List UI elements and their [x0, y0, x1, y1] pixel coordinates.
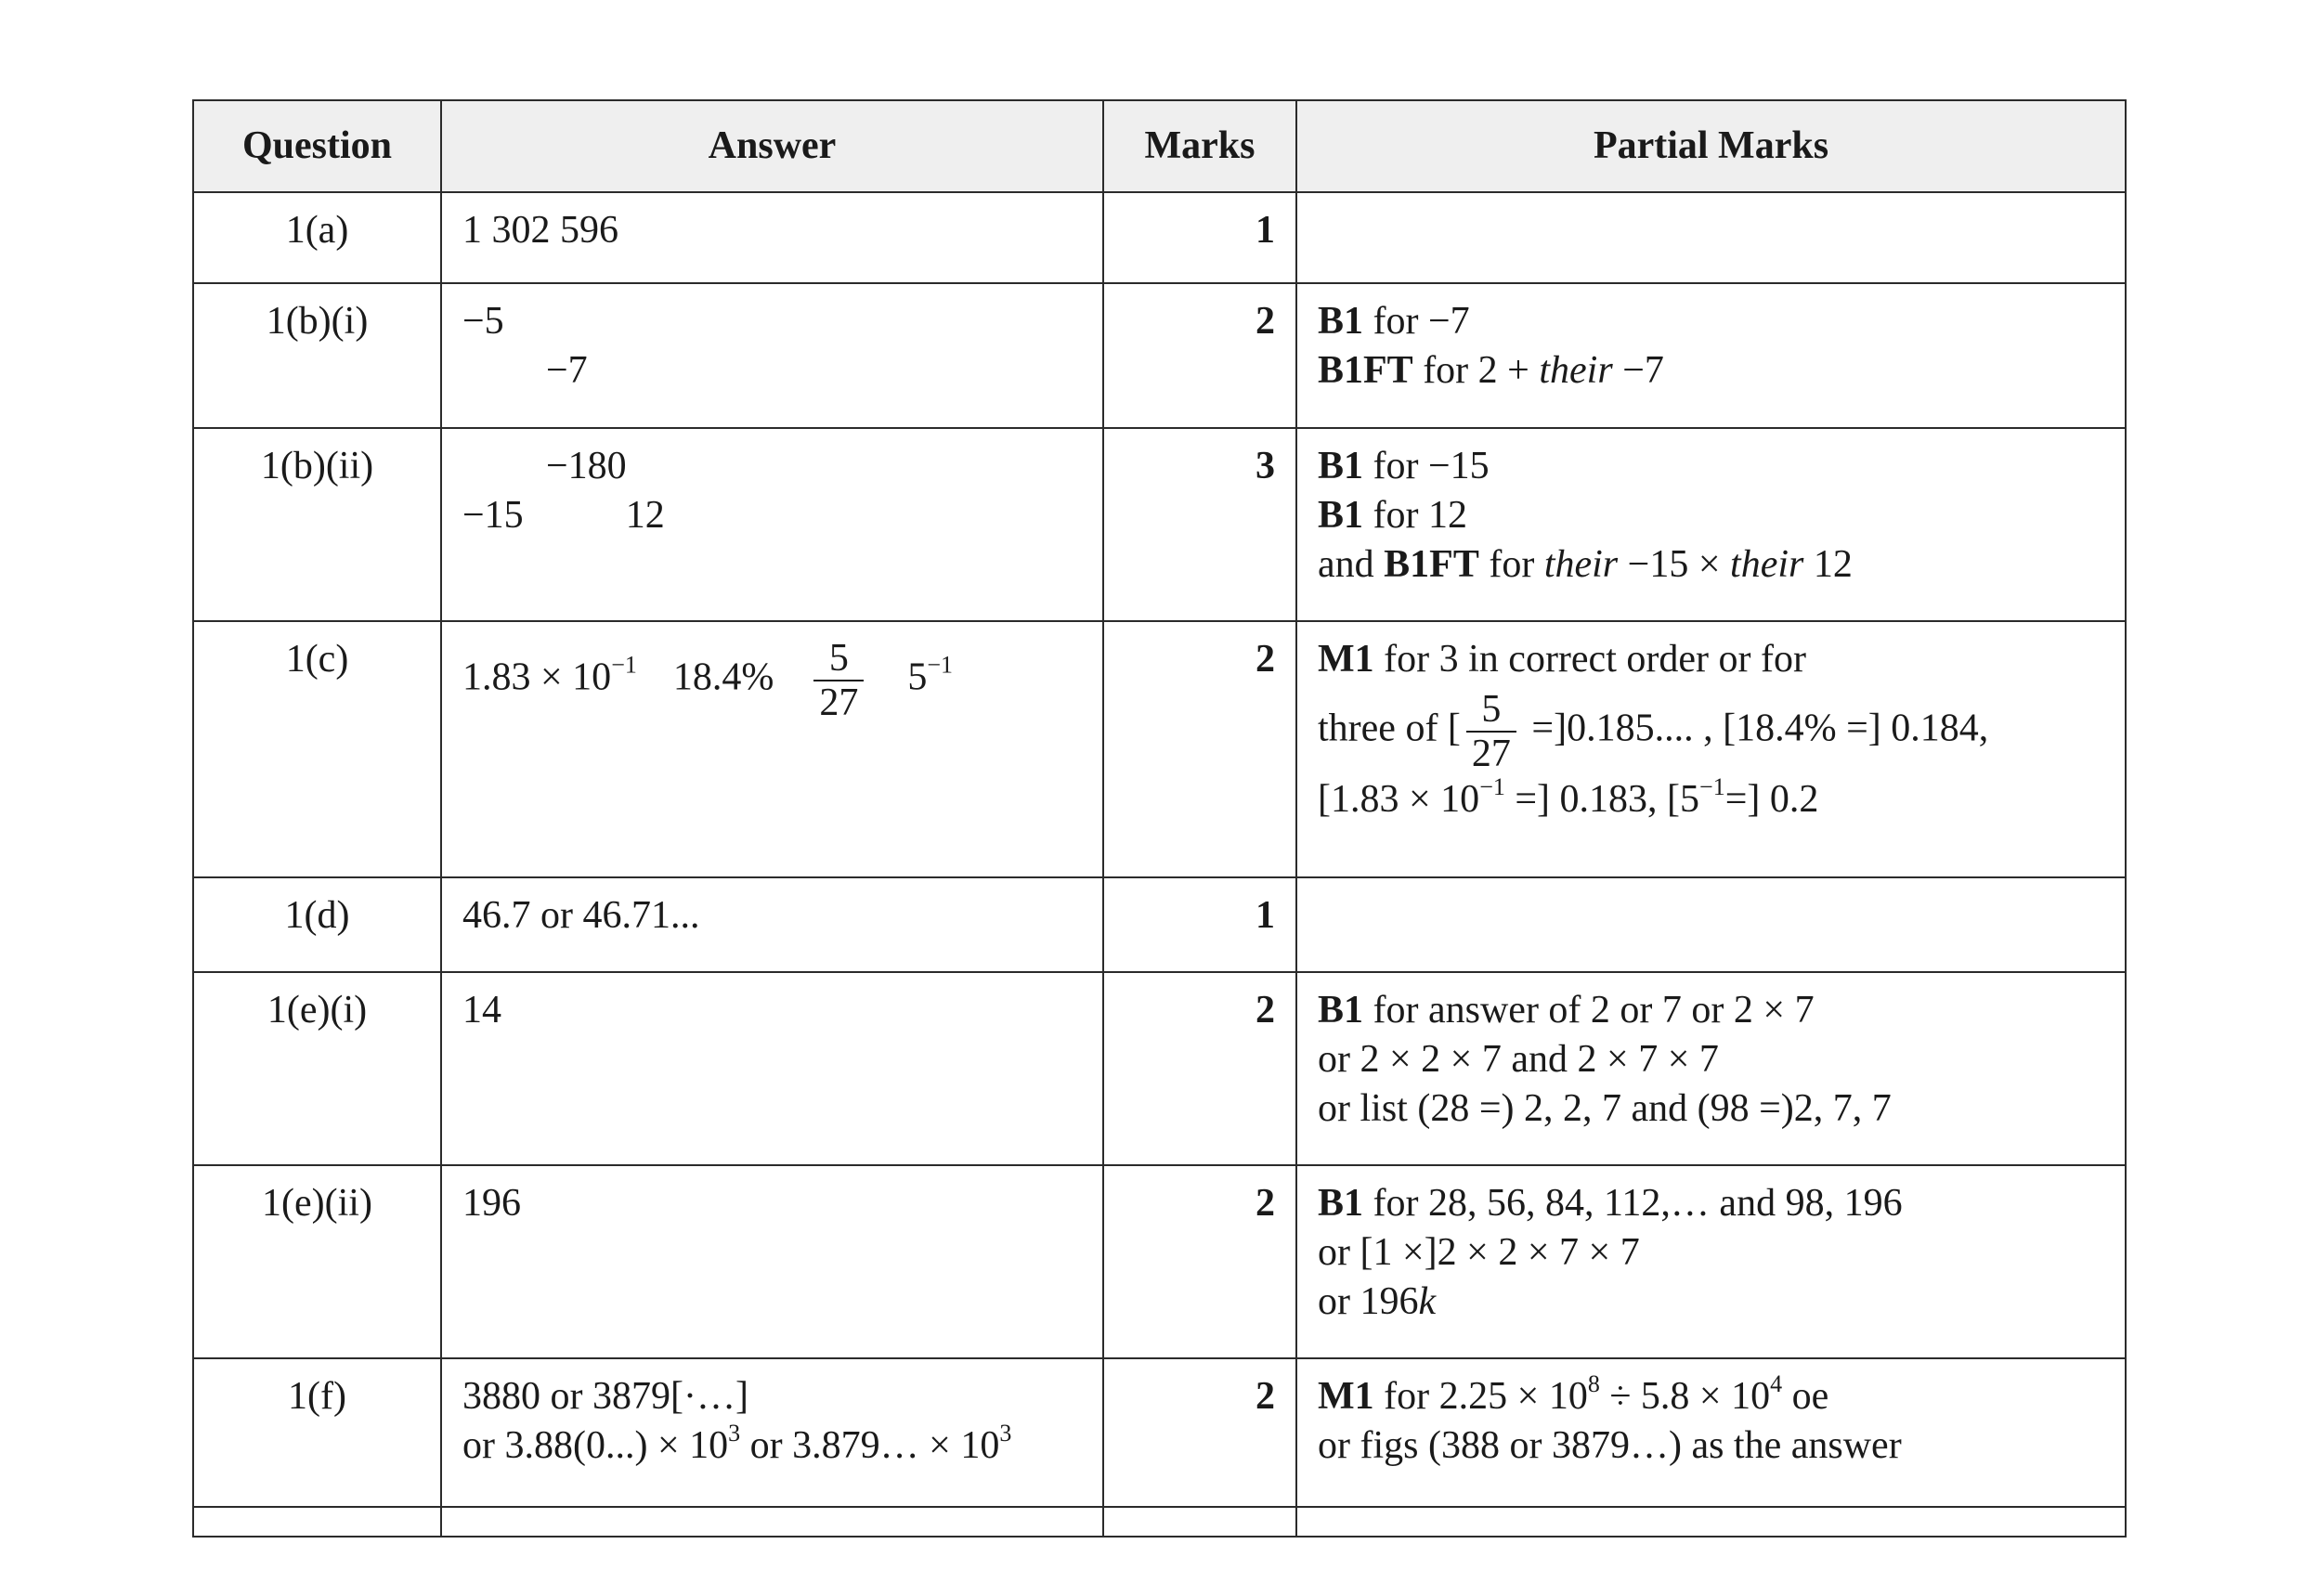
partial-line: B1 for 28, 56, 84, 112,… and 98, 196 — [1318, 1182, 1903, 1225]
partial-cell — [1296, 283, 2126, 428]
answer-cell — [441, 428, 1103, 621]
question-cell: 1(e)(i) — [193, 972, 441, 1165]
table-row — [193, 192, 2126, 283]
partial-line: or 196k — [1318, 1280, 1437, 1323]
header-question: Question — [193, 100, 441, 192]
answer-line: $1.83 \times 10^{-1}$ 18.4% $\frac{5}{27}$ $5^{-1}$ — [462, 637, 954, 724]
answer-cell — [441, 283, 1103, 428]
partial-line: B1 for 12 — [1318, 494, 1467, 537]
table-row-truncated — [193, 1507, 2126, 1537]
partial-line: B1 for answer of 2 or 7 or 2 × 7 — [1318, 989, 1815, 1032]
answer-line: 196 — [462, 1182, 521, 1225]
marks-cell: 1 — [1103, 877, 1296, 972]
fraction: $\frac{5}{27}$ — [1466, 688, 1516, 775]
table-row — [193, 1165, 2126, 1358]
question-cell: 1(e)(ii) — [193, 1165, 441, 1358]
question-cell: 1(b)(i) — [193, 283, 441, 428]
header-answer: Answer — [441, 100, 1103, 192]
fraction: $\frac{5}{27}$ — [813, 637, 864, 724]
partial-cell — [1296, 192, 2126, 283]
header-marks: Marks — [1103, 100, 1296, 192]
partial-line: or figs (388 or 3879…) as the answer — [1318, 1424, 1902, 1467]
answer-cell — [441, 621, 1103, 877]
partial-line: [$1.83 \times 10^{-1}$ =] 0.183, $[5^{-1}=]$ 0.2 — [1318, 773, 1819, 821]
partial-line: three of [ $\frac{5}{27}$ =]0.185.... , [18.4% =] 0.184, — [1318, 688, 1989, 775]
partial-line: or list (28 =) 2, 2, 7 and (98 =)2, 7, 7 — [1318, 1087, 1892, 1130]
answer-cell — [441, 192, 1103, 283]
table-row — [193, 1358, 2126, 1507]
answer-cell — [441, 1507, 1103, 1537]
table-row — [193, 621, 2126, 877]
partial-cell — [1296, 877, 2126, 972]
partial-line: M1 for $2.25 \times 10^8 \div 5.8 \times 10^4$ oe — [1318, 1370, 1829, 1418]
answer-cell — [441, 972, 1103, 1165]
question-cell: 1(d) — [193, 877, 441, 972]
table-row — [193, 972, 2126, 1165]
answer-line: or $3.88(0...) \times 10^3$ or 3.879… × $10^3$ — [462, 1420, 1012, 1467]
question-cell: 1(b)(ii) — [193, 428, 441, 621]
marks-cell: 2 — [1103, 1358, 1296, 1507]
marks-cell: 2 — [1103, 1165, 1296, 1358]
partial-line: M1 for 3 in correct order or for — [1318, 638, 1806, 681]
partial-line: B1 for −15 — [1318, 445, 1490, 487]
partial-cell — [1296, 621, 2126, 877]
partial-line: or 2 × 2 × 7 and 2 × 7 × 7 — [1318, 1038, 1719, 1081]
partial-cell — [1296, 1358, 2126, 1507]
partial-cell — [1296, 1507, 2126, 1537]
partial-cell — [1296, 972, 2126, 1165]
answer-line: −15 12 — [462, 494, 665, 537]
answer-line: 46.7 or 46.71... — [462, 894, 700, 937]
answer-line: −5 — [462, 300, 504, 343]
answer-line: 1 302 596 — [462, 209, 618, 252]
marks-cell: 2 — [1103, 283, 1296, 428]
answer-line: −180 — [546, 445, 627, 487]
marks-cell: 2 — [1103, 621, 1296, 877]
marks-cell — [1103, 1507, 1296, 1537]
answer-cell — [441, 1358, 1103, 1507]
marks-cell: 1 — [1103, 192, 1296, 283]
marks-cell: 3 — [1103, 428, 1296, 621]
header-row — [193, 100, 2126, 192]
question-cell: 1(a) — [193, 192, 441, 283]
answer-line: −7 — [546, 349, 588, 392]
answer-line: 3880 or 3879[·…] — [462, 1375, 748, 1418]
partial-line: B1FT for 2 + their −7 — [1318, 349, 1664, 392]
partial-cell — [1296, 1165, 2126, 1358]
table-row — [193, 877, 2126, 972]
header-partial-marks: Partial Marks — [1296, 100, 2126, 192]
marks-cell: 2 — [1103, 972, 1296, 1165]
table-row — [193, 428, 2126, 621]
question-cell — [193, 1507, 441, 1537]
question-cell: 1(c) — [193, 621, 441, 877]
answer-line: 14 — [462, 989, 501, 1032]
partial-cell — [1296, 428, 2126, 621]
partial-line: or [1 ×]2 × 2 × 7 × 7 — [1318, 1231, 1640, 1274]
partial-line: and B1FT for their −15 × their 12 — [1318, 543, 1853, 586]
table-row — [193, 283, 2126, 428]
question-cell: 1(f) — [193, 1358, 441, 1507]
mark-scheme-table — [192, 99, 2127, 1538]
answer-cell — [441, 877, 1103, 972]
partial-line: B1 for −7 — [1318, 300, 1470, 343]
answer-cell — [441, 1165, 1103, 1358]
